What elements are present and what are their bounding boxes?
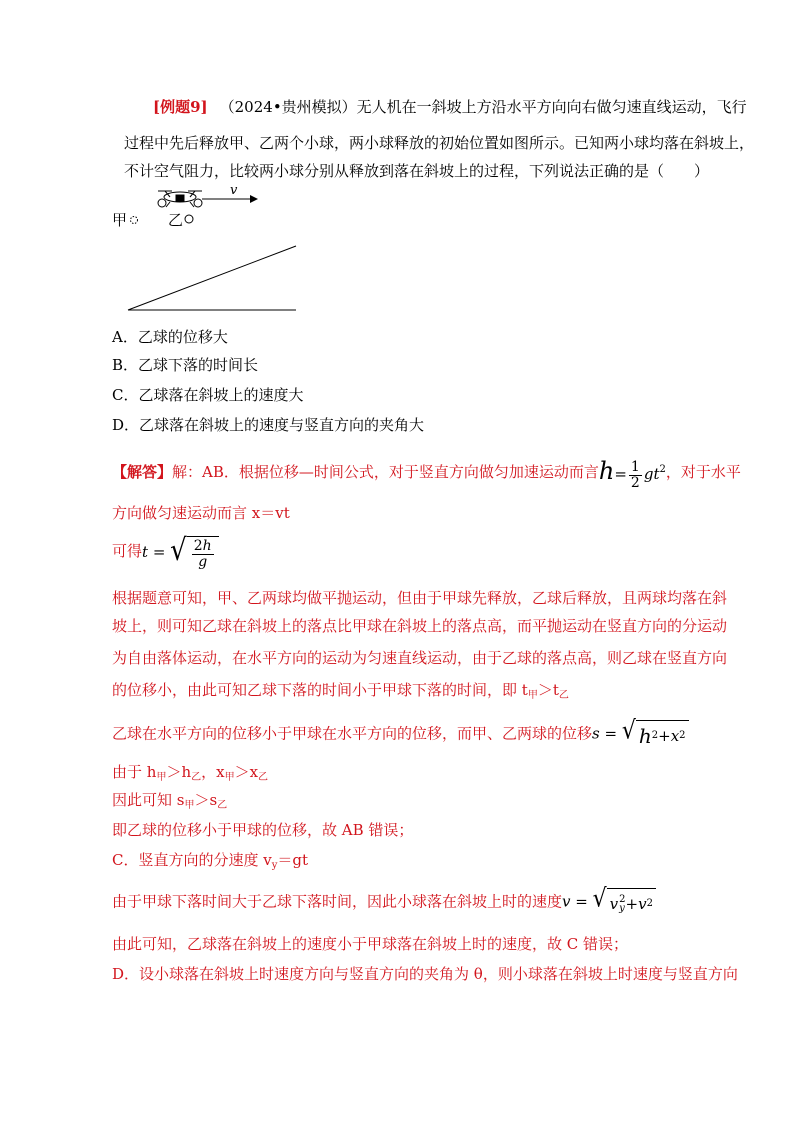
option-c [112, 385, 304, 405]
answer-line-8 [112, 716, 689, 749]
option-text: 乙球落在斜坡上的速度与竖直方向的夹角大 [139, 416, 425, 434]
answer-line-12 [112, 850, 308, 876]
answer-line-2: 方向做匀速运动而言 x＝vt [112, 504, 290, 522]
question-source: （2024•贵州模拟） [219, 98, 357, 116]
answer-text: ＞t [537, 681, 559, 699]
ball-a-label: 甲 [112, 211, 128, 229]
answer-line-13 [112, 884, 656, 917]
answer-text: ，x [201, 763, 225, 781]
answer-line-11: 即乙球的位移小于甲球的位移，故 AB 错误； [112, 821, 414, 839]
subscript: 甲 [527, 690, 538, 701]
formula-s: s = √ h 2 + x 2 [592, 720, 689, 749]
option-a [112, 327, 228, 347]
answer-text: ＝gt [277, 851, 309, 869]
answer-text: ＞s [194, 791, 218, 809]
formula-h: h= $\frac{1}{2}$ $gt^2$ [598, 457, 666, 491]
option-letter: C． [112, 386, 139, 404]
answer-line-14: 由此可知，乙球落在斜坡上的速度小于甲球落在斜坡上时的速度，故 C 错误； [112, 935, 629, 953]
question-line-2: 过程中先后释放甲、乙两个小球，两小球释放的初始位置如图所示。已知两小球均落在斜坡上， [124, 134, 755, 152]
question-line-3: 不计空气阻力，比较两小球分别从释放到落在斜坡上的过程，下列说法正确的是（ ） [124, 162, 710, 180]
answer-text: ，对于水平 [665, 462, 741, 481]
option-letter: D． [112, 416, 140, 434]
question-line-1 [153, 97, 747, 117]
answer-text: 由于甲球下落时间大于乙球下落时间，因此小球落在斜坡上时的速度 [112, 892, 563, 911]
answer-text: 可得 [112, 542, 143, 560]
answer-line-4: 根据题意可知，甲、乙两球均做平抛运动，但由于甲球先释放，乙球后释放，且两球均落在斜 [112, 589, 728, 607]
answer-tag: 【解答】 [112, 462, 173, 481]
subscript: y [271, 860, 278, 871]
answer-text: 由于 h [112, 763, 157, 781]
option-text: 乙球的位移大 [137, 328, 228, 346]
question-text-1: 无人机在一斜坡上方沿水平方向向右做匀速直线运动，飞行 [356, 98, 747, 116]
example-tag: [例题9] [153, 98, 208, 116]
option-letter: A． [112, 328, 138, 346]
option-letter: B． [112, 356, 139, 374]
velocity-label: v [230, 185, 238, 198]
answer-text: 的位移小，由此可知乙球下落的时间小于甲球下落的时间，即 t [112, 681, 528, 699]
problem-figure [110, 185, 310, 315]
formula-t: t = √ $\frac{2h}{g}$ [142, 532, 219, 572]
answer-line-1 [112, 455, 741, 491]
option-b [112, 355, 258, 375]
drone-icon [158, 191, 202, 207]
answer-text: ＞x [234, 763, 259, 781]
subscript: 乙 [217, 800, 228, 811]
answer-text: ＞h [166, 763, 192, 781]
option-text: 乙球落在斜坡上的速度大 [138, 386, 304, 404]
answer-line-15: D．设小球落在斜坡上时速度方向与竖直方向的夹角为 θ，则小球落在斜坡上时速度与竖直方向 [112, 965, 738, 983]
ball-a-icon [131, 217, 138, 224]
formula-v: v = √ v 2 y + v 2 [562, 888, 656, 917]
answer-line-3 [112, 531, 219, 572]
answer-line-9 [112, 762, 268, 788]
option-text: 乙球下落的时间长 [138, 356, 259, 374]
answer-line-6: 为自由落体运动，在水平方向的运动为匀速直线运动，由于乙球的落点高，则乙球在竖直方向 [112, 649, 728, 667]
subscript: 甲 [224, 772, 235, 783]
answer-text: 解：AB．根据位移—时间公式，对于竖直方向做匀加速运动而言 [172, 462, 599, 481]
answer-text: 乙球在水平方向的位移小于甲球在水平方向的位移，而甲、乙两球的位移 [112, 724, 593, 743]
subscript: 乙 [558, 690, 569, 701]
subscript: 甲 [156, 772, 167, 783]
subscript: 甲 [184, 800, 195, 811]
answer-line-5: 坡上，则可知乙球在斜坡上的落点比甲球在斜坡上的落点高，而平抛运动在竖直方向的分运动 [112, 617, 728, 635]
option-d [112, 415, 424, 435]
answer-text: C．竖直方向的分速度 v [112, 851, 272, 869]
ball-b-icon [185, 215, 193, 223]
answer-line-7 [112, 680, 569, 706]
slope-line [128, 246, 296, 310]
velocity-arrow-head [250, 195, 258, 203]
subscript: 乙 [258, 772, 269, 783]
answer-text: 因此可知 s [112, 791, 185, 809]
subscript: 乙 [191, 772, 202, 783]
ball-b-label: 乙 [168, 211, 184, 229]
answer-line-10 [112, 790, 227, 816]
